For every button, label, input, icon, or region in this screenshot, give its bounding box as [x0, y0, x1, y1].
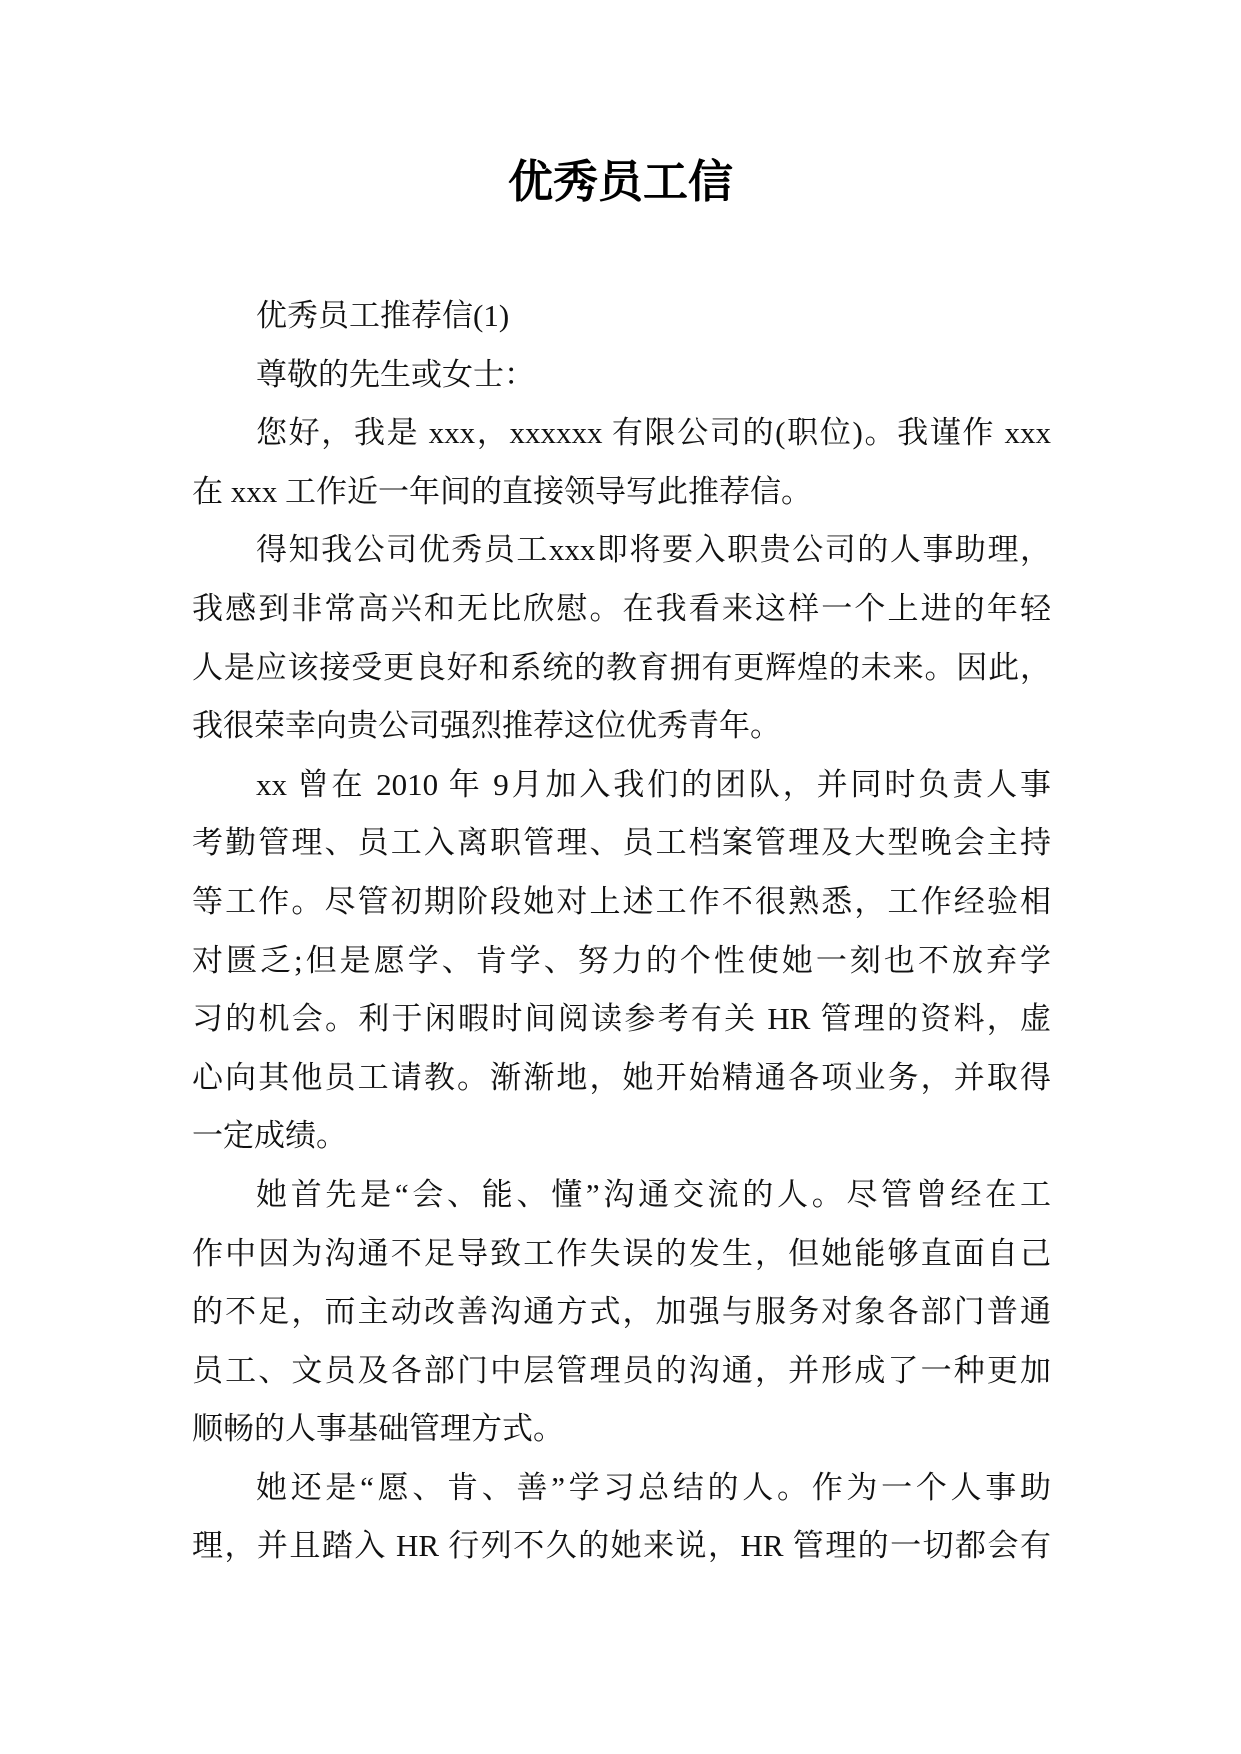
paragraph-line: 考勤管理、员工入离职管理、员工档案管理及大型晚会主持	[192, 825, 1051, 861]
paragraph	[192, 287, 1051, 346]
paragraph	[192, 1459, 1051, 1576]
paragraph-line: 理，并且踏入 HR 行列不久的她来说，HR 管理的一切都会有	[192, 1528, 1051, 1564]
paragraph-line: 的不足，而主动改善沟通方式，加强与服务对象各部门普通	[192, 1294, 1051, 1330]
paragraph-line: 顺畅的人事基础管理方式。	[192, 1411, 564, 1447]
paragraph-line: 心向其他员工请教。渐渐地，她开始精通各项业务，并取得	[192, 1059, 1051, 1095]
paragraph-line: 等工作。尽管初期阶段她对上述工作不很熟悉，工作经验相	[192, 883, 1051, 919]
paragraph	[192, 521, 1051, 755]
paragraph-line: xx 曾在 2010 年 9月加入我们的团队，并同时负责人事	[256, 766, 1051, 802]
paragraph	[192, 346, 1051, 405]
paragraph-line: 她还是“愿、肯、善”学习总结的人。作为一个人事助	[256, 1469, 1051, 1505]
paragraph-line: 我很荣幸向贵公司强烈推荐这位优秀青年。	[192, 708, 781, 744]
paragraph-line: 作中因为沟通不足导致工作失误的发生，但她能够直面自己	[192, 1235, 1051, 1271]
paragraph-line: 对匮乏;但是愿学、肯学、努力的个性使她一刻也不放弃学	[192, 942, 1051, 978]
paragraph	[192, 756, 1051, 1166]
paragraph	[192, 404, 1051, 521]
paragraph-line: 我感到非常高兴和无比欣慰。在我看来这样一个上进的年轻	[192, 590, 1051, 626]
paragraph	[192, 1166, 1051, 1459]
paragraph-line: 得知我公司优秀员工xxx即将要入职贵公司的人事助理，	[256, 532, 1051, 568]
document-body	[192, 287, 1051, 1576]
paragraph-line: 员工、文员及各部门中层管理员的沟通，并形成了一种更加	[192, 1352, 1051, 1388]
document-title: 优秀员工信	[507, 157, 733, 207]
paragraph-line: 在 xxx 工作近一年间的直接领导写此推荐信。	[192, 473, 812, 509]
paragraph-line: 您好，我是 xxx，xxxxxx 有限公司的(职位)。我谨作 xxx	[256, 415, 1051, 451]
paragraph-line: 一定成绩。	[192, 1118, 347, 1154]
paragraph-line: 优秀员工推荐信(1)	[256, 298, 510, 333]
paragraph-line: 尊敬的先生或女士：	[256, 356, 535, 392]
paragraph-line: 她首先是“会、能、懂”沟通交流的人。尽管曾经在工	[256, 1176, 1051, 1212]
paragraph-line: 人是应该接受更良好和系统的教育拥有更辉煌的未来。因此，	[192, 649, 1051, 685]
paragraph-line: 习的机会。利于闲暇时间阅读参考有关 HR 管理的资料，虚	[192, 1001, 1051, 1037]
